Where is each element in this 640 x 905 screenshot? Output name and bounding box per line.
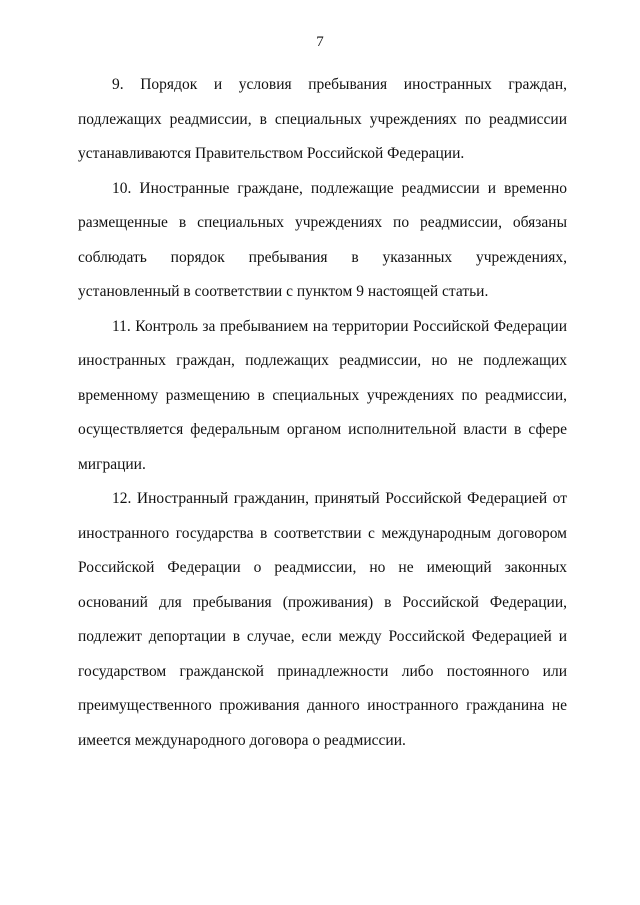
page-number: 7 [316,34,324,50]
paragraph-9: 9. Порядок и условия пребывания иностранных граждан, подлежащих реадмиссии, в специальных учреждениях по реадмиссии устанавливаются Правительством Российской Федерации. [78,76,567,162]
paragraph-10: 10. Иностранные граждане, подлежащие реадмиссии и временно размещенные в специальных учреждениях по реадмиссии, обязаны соблюдать порядок пребывания в указанных учреждениях, установленный в соответствии с пунктом 9 настоящей статьи. [78,179,567,300]
document-body [78,68,567,758]
paragraph-11: 11. Контроль за пребыванием на территории Российской Федерации иностранных граждан, подлежащих реадмиссии, но не подлежащих временному размещению в специальных учреждениях по реадмиссии, осуществляется федеральным органом исполнительной власти в сфере миграции. [78,317,567,473]
paragraph-12: 12. Иностранный гражданин, принятый Российской Федерацией от иностранного государства в соответствии с международным договором Российской Федерации о реадмиссии, но не имеющий законных оснований для пребывания (проживания) в Российской Федерации, подлежит депортации в случае, если между Российской Федерацией и государством гражданской принадлежности либо постоянного или преимущественного проживания данного иностранного гражданина не имеется международного договора о реадмиссии. [78,490,567,749]
